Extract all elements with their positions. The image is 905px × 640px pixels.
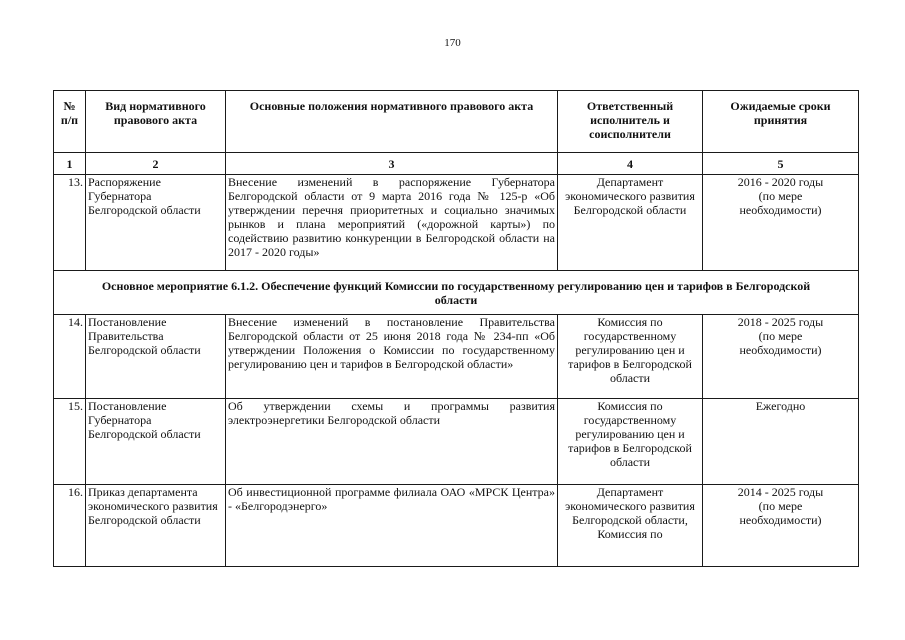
act-provisions: Внесение изменений в распоряжение Губернатора Белгородской области от 9 марта 2016 года № 125-р «Об утверждении перечня приоритетных и социально значимых рынков и плана мероприятий («дорожной карты») по содействию развитию конкуренции в Белгородской области на 2017 - 2020 годы» [226,175,558,271]
row-number: 15. [54,399,86,485]
legal-acts-table [53,90,859,567]
act-type: Приказ департамента экономического развития Белгородской области [86,485,226,567]
header-act-provisions: Основные положения нормативного правового акта [226,91,558,153]
table-header-row [54,91,859,153]
column-number-row [54,153,859,175]
header-responsible: Ответственный исполнитель и соисполнители [558,91,703,153]
row-number: 13. [54,175,86,271]
table-row [54,175,859,271]
act-provisions: Внесение изменений в постановление Правительства Белгородской области от 25 июня 2018 года № 234-пп «Об утверждении Положения о Комиссии по государственному регулированию цен и тарифов в Белгородской области» [226,315,558,399]
column-number: 3 [226,153,558,175]
header-deadlines: Ожидаемые сроки принятия [703,91,859,153]
header-act-type: Вид нормативного правового акта [86,91,226,153]
act-provisions: Об утверждении схемы и программы развития электроэнергетики Белгородской области [226,399,558,485]
header-number: № п/п [54,91,86,153]
responsible: Комиссия по государственному регулированию цен и тарифов в Белгородской области [558,315,703,399]
column-number: 4 [558,153,703,175]
section-heading: Основное мероприятие 6.1.2. Обеспечение функций Комиссии по государственному регулированию цен и тарифов в Белгородской области [54,271,859,315]
responsible: Департамент экономического развития Белгородской области, Комиссия по [558,485,703,567]
deadline: 2018 - 2025 годы (по мере необходимости) [703,315,859,399]
responsible: Департамент экономического развития Белгородской области [558,175,703,271]
deadline: Ежегодно [703,399,859,485]
act-provisions: Об инвестиционной программе филиала ОАО «МРСК Центра» - «Белгородэнерго» [226,485,558,567]
page-number: 170 [444,37,461,49]
table-row [54,399,859,485]
deadline: 2014 - 2025 годы (по мере необходимости) [703,485,859,567]
column-number: 5 [703,153,859,175]
table-row [54,315,859,399]
act-type: Распоряжение Губернатора Белгородской области [86,175,226,271]
responsible: Комиссия по государственному регулированию цен и тарифов в Белгородской области [558,399,703,485]
deadline: 2016 - 2020 годы (по мере необходимости) [703,175,859,271]
row-number: 16. [54,485,86,567]
act-type: Постановление Правительства Белгородской области [86,315,226,399]
row-number: 14. [54,315,86,399]
section-heading-row [54,271,859,315]
column-number: 2 [86,153,226,175]
act-type: Постановление Губернатора Белгородской области [86,399,226,485]
column-number: 1 [54,153,86,175]
table-row [54,485,859,567]
